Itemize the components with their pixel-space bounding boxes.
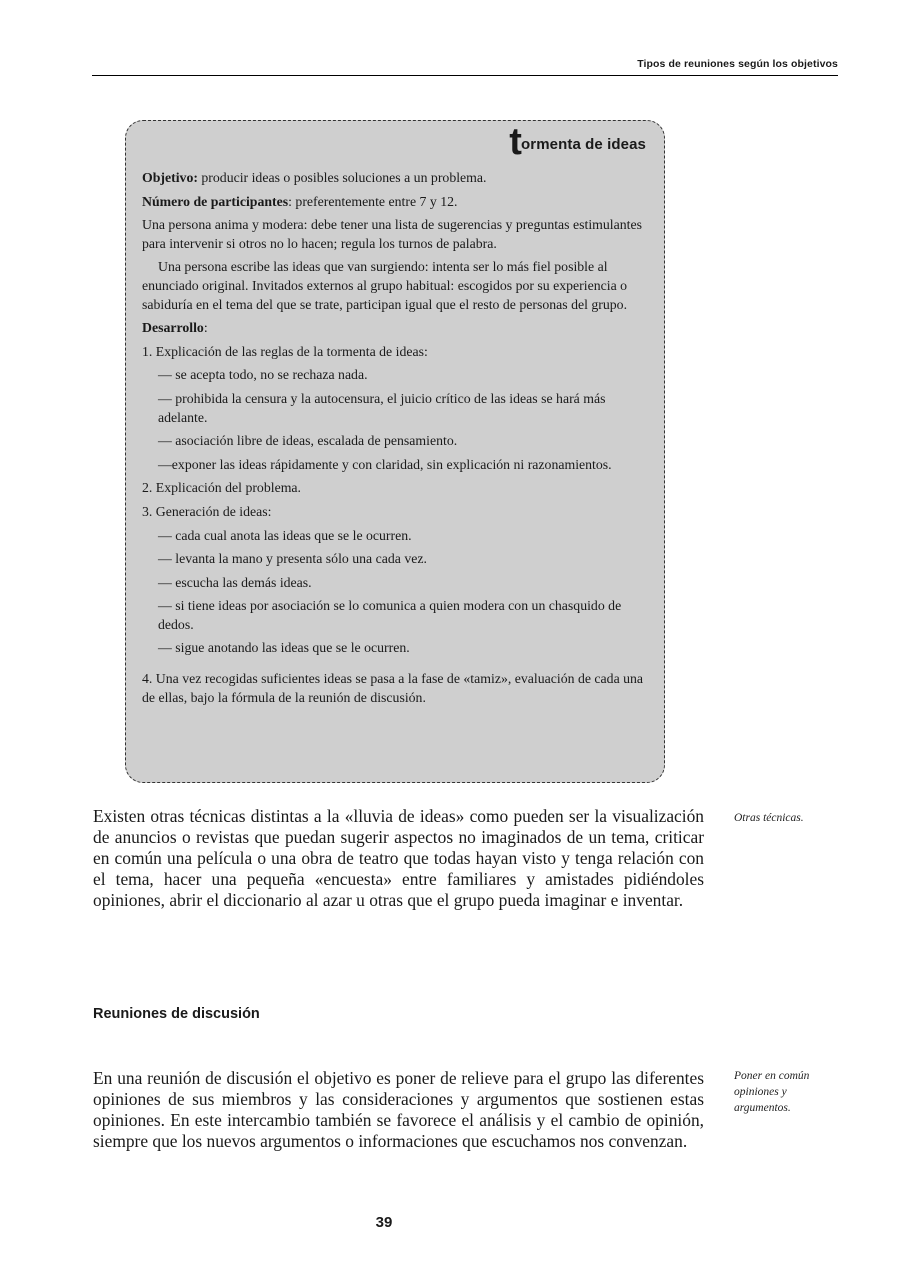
section-heading: Reuniones de discusión	[93, 1006, 260, 1022]
step-4: 4. Una vez recogidas suficientes ideas se pasa a la fase de «tamiz», evaluación de cada una de ellas, bajo la fórmula de la reunión de discusión.	[142, 671, 644, 705]
running-header: Tipos de reuniones según los objetivos	[637, 58, 838, 70]
brainstorm-box	[125, 120, 665, 783]
step-1: 1. Explicación de las reglas de la tormenta de ideas:	[142, 343, 428, 359]
participants-line	[142, 193, 650, 212]
step-3-item: — sigue anotando las ideas que se le ocurren.	[158, 640, 410, 656]
objective-line	[142, 169, 650, 188]
moderator-text: Una persona anima y modera: debe tener una lista de sugerencias y preguntas estimulantes para intervenir si otros no lo hacen; regula los turnos de palabra.	[142, 217, 642, 251]
step-2: 2. Explicación del problema.	[142, 480, 301, 496]
box-title-initial: t	[509, 121, 523, 163]
margin-note-opinions: Poner en común opiniones y argumentos.	[734, 1070, 810, 1114]
step-3-item: — escucha las demás ideas.	[158, 574, 312, 590]
box-title	[509, 123, 646, 161]
development-label: Desarrollo	[142, 320, 204, 336]
page-number: 39	[375, 1214, 393, 1231]
margin-note-other-techniques: Otras técnicas.	[734, 812, 804, 824]
step-3-item: — levanta la mano y presenta sólo una cada vez.	[158, 551, 427, 567]
development-colon: :	[203, 320, 208, 336]
box-body	[142, 169, 650, 712]
step-3-item: — si tiene ideas por asociación se lo comunica a quien modera con un chasquido de dedos.	[158, 598, 622, 632]
header-rule	[92, 75, 838, 76]
step-1-item: —exponer las ideas rápidamente y con claridad, sin explicación ni razonamientos.	[158, 456, 612, 472]
step-1-item: — asociación libre de ideas, escalada de pensamiento.	[158, 433, 458, 449]
development-line	[142, 319, 650, 338]
box-title-rest: ormenta de ideas	[521, 136, 646, 153]
paragraph-discussion: En una reunión de discusión el objetivo es poner de relieve para el grupo las diferentes opiniones de sus miembros y las consideraciones y argumentos que sostienen estas opiniones. En este intercambio también se favorece el análisis y el cambio de opinión, siempre que los nuevos argumentos o informaciones que escuchamos nos convenzan.	[93, 1068, 704, 1151]
participants-text: : preferentemente entre 7 y 12.	[288, 193, 458, 209]
objective-label: Objetivo:	[142, 170, 198, 185]
step-1-item: — prohibida la censura y la autocensura, el juicio crítico de las ideas se hará más adelante.	[158, 390, 606, 425]
participants-label: Número de participantes	[142, 193, 289, 209]
step-3: 3. Generación de ideas:	[142, 503, 272, 519]
writer-text: Una persona escribe las ideas que van surgiendo: intenta ser lo más fiel posible al enunciado original. Invitados externos al grupo habitual: escogidos por su experiencia o sabiduría en el tema del que se trate, participan igual que el resto de personas del grupo.	[142, 259, 628, 312]
step-3-item: — cada cual anota las ideas que se le ocurren.	[158, 527, 412, 543]
step-1-item: — se acepta todo, no se rechaza nada.	[158, 367, 368, 383]
paragraph-other-techniques: Existen otras técnicas distintas a la «lluvia de ideas» como pueden ser la visualización de anuncios o revistas que puedan sugerir aspectos no imaginados de un tema, criticar en común una película o una obra de teatro que todas hayan visto y tenga relación con el tema, hacer una pequeña «encuesta» entre familiares y amistades pidiéndoles opiniones, abrir el diccionario al azar u otras que el grupo pueda imaginar e inventar.	[93, 806, 704, 910]
objective-text: producir ideas o posibles soluciones a un problema.	[197, 170, 487, 185]
